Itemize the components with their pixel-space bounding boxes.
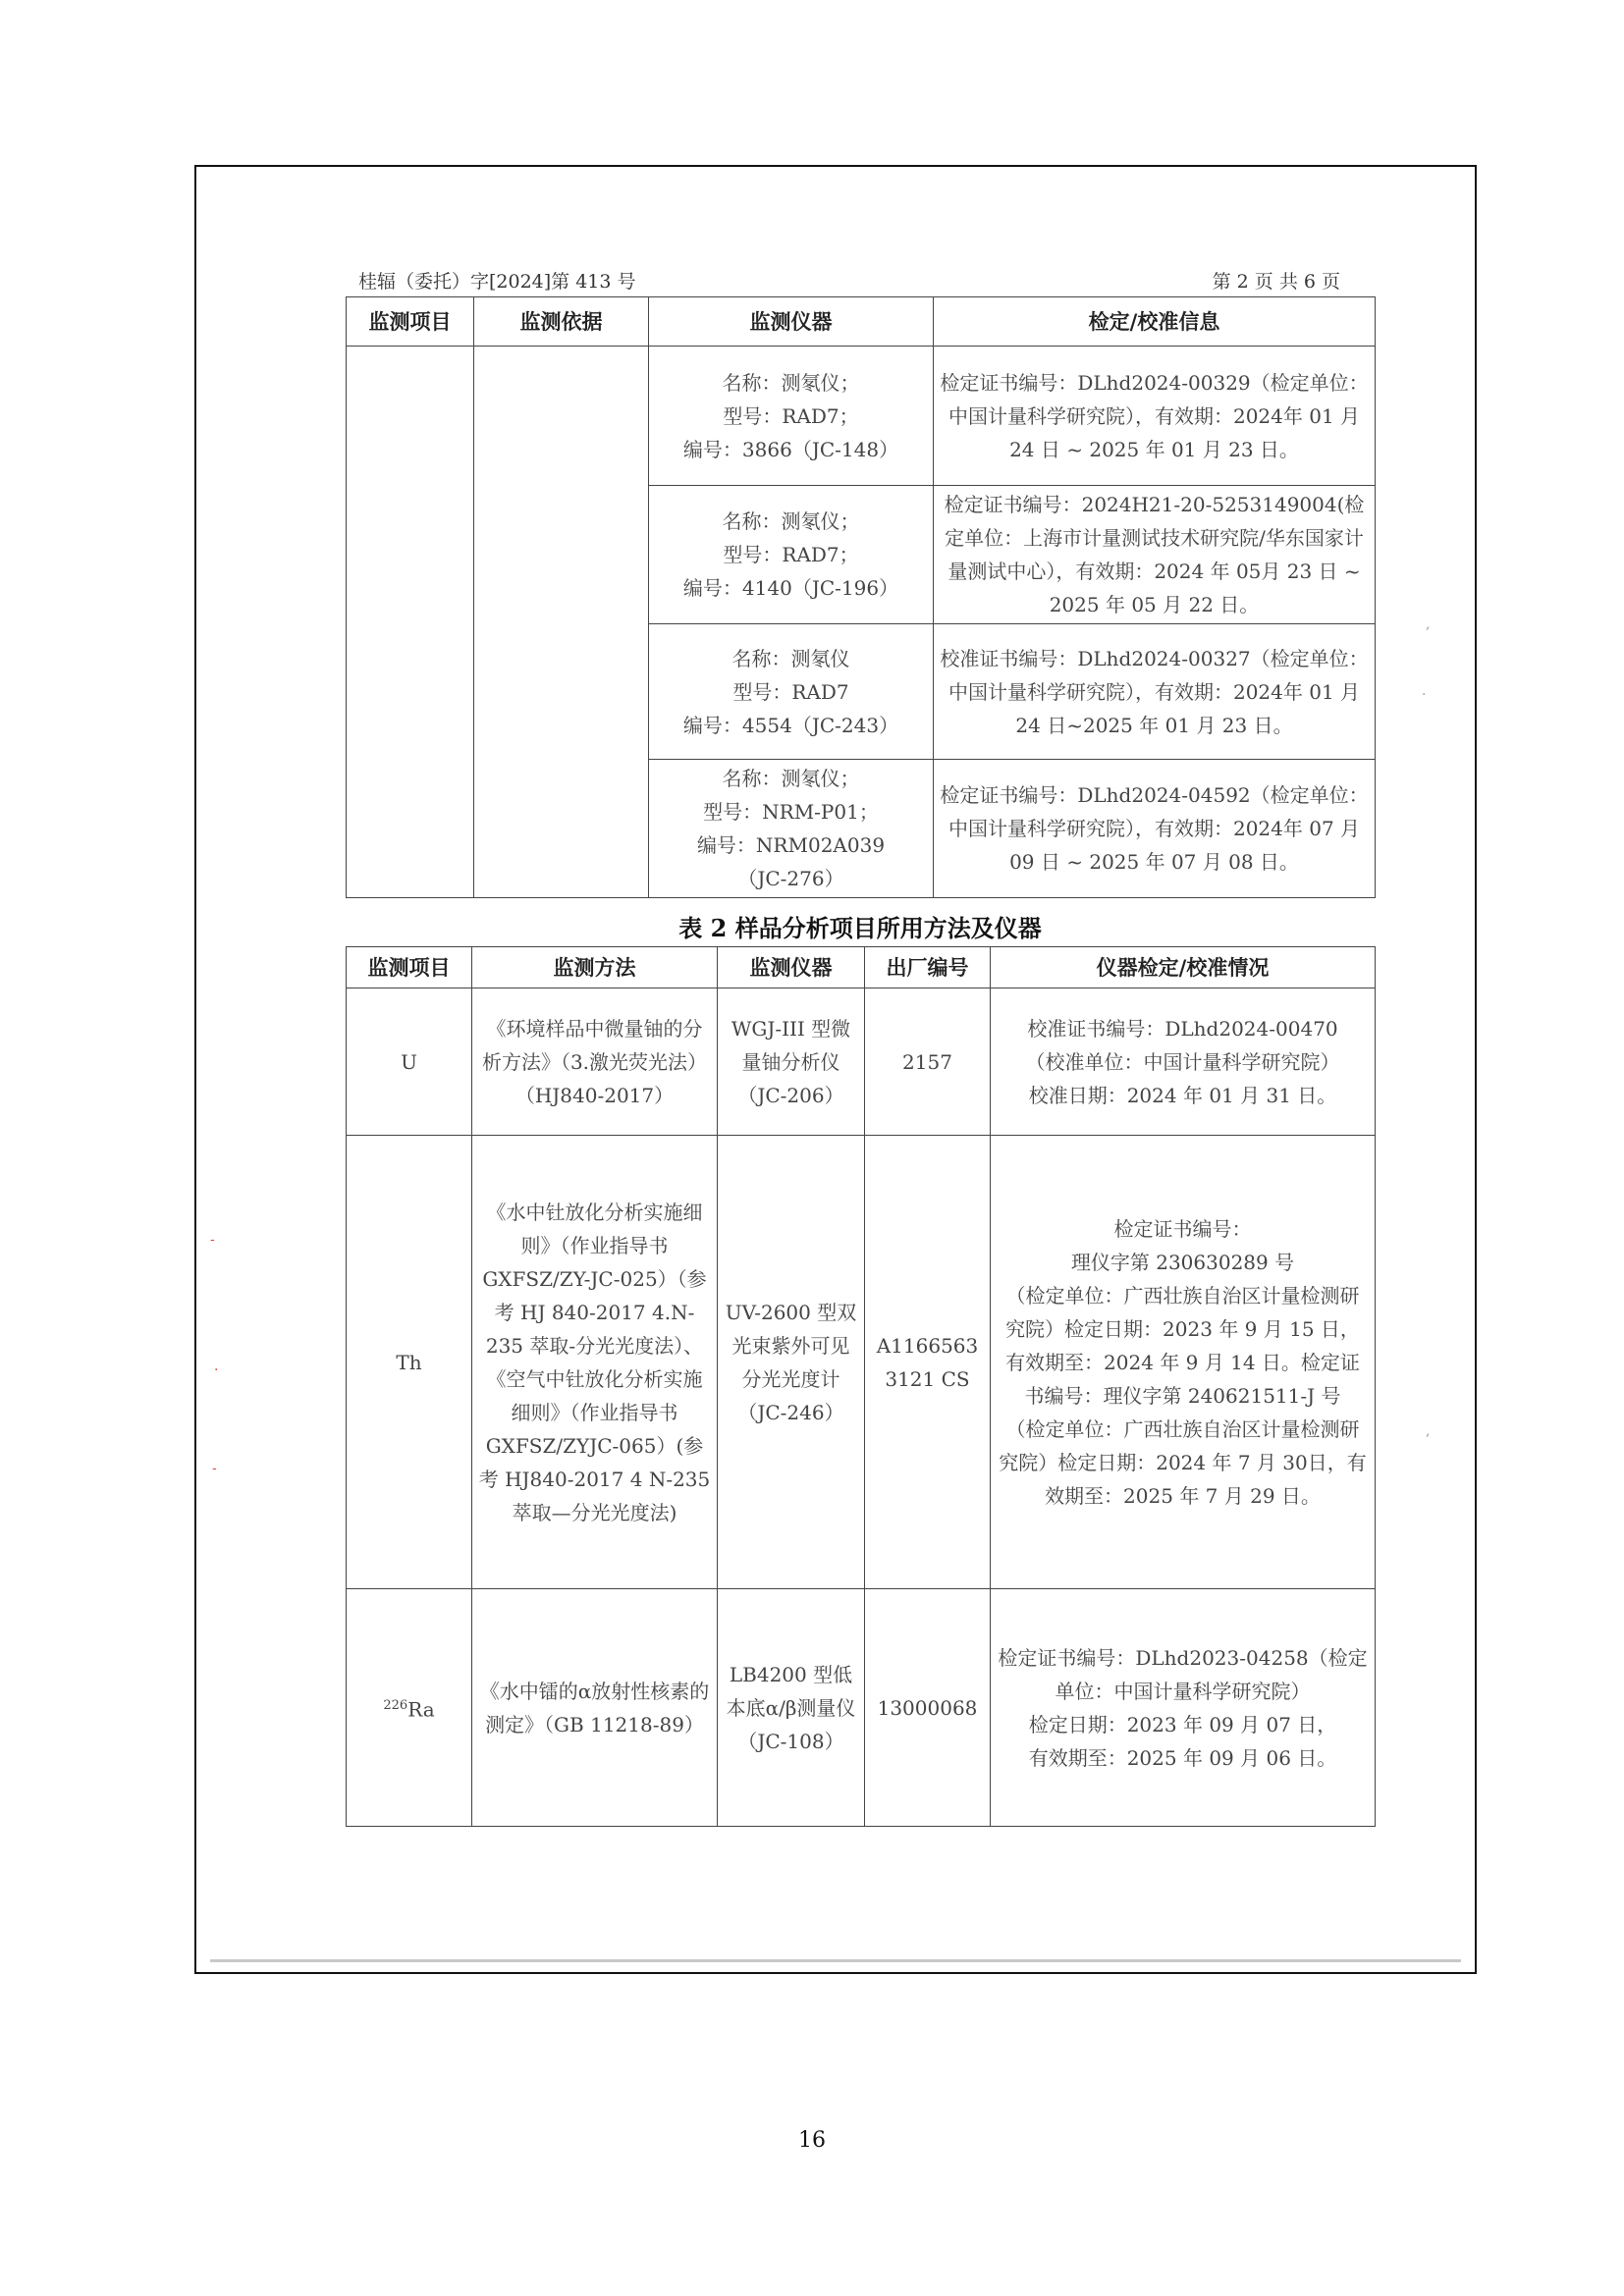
- header-monitoring-item: 监测项目: [347, 297, 474, 347]
- instrument-cell: WGJ-III 型微量铀分析仪（JC-206）: [718, 988, 865, 1136]
- method-cell: 《环境样品中微量铀的分析方法》（3.激光荧光法）（HJ840-2017）: [472, 988, 718, 1136]
- table2-caption: 表 2 样品分析项目所用方法及仪器: [678, 914, 1042, 942]
- header-monitoring-method: 监测方法: [472, 947, 718, 988]
- document-number: 桂辐（委托）字[2024]第 413 号: [358, 271, 636, 293]
- isotope-mass-number: 226: [383, 1697, 408, 1713]
- item-cell: $^{226}$Ra: [347, 1589, 472, 1827]
- certificate-cell: 校准证书编号：DLhd2024-00470 （校准单位：中国计量科学研究院） 校准日期：2024 年 01 月 31 日。: [991, 988, 1376, 1136]
- sample-analysis-table: [346, 946, 1376, 1827]
- scan-speck: ,: [1426, 1423, 1431, 1439]
- header-calibration-info: 检定/校准信息: [934, 297, 1376, 347]
- instrument-cell: 名称：测氡仪； 型号：RAD7； 编号：3866（JC-148）: [649, 347, 934, 486]
- instrument-cell: 名称：测氡仪 型号：RAD7 编号：4554（JC-243）: [649, 624, 934, 760]
- header-monitoring-basis: 监测依据: [474, 297, 649, 347]
- header-monitoring-instrument: 监测仪器: [718, 947, 865, 988]
- certificate-cell: 检定证书编号：DLhd2024-00329（检定单位：中国计量科学研究院），有效期：2024年 01 月 24 日 ~ 2025 年 01 月 23 日。: [934, 347, 1376, 486]
- monitoring-instrument-table: [346, 296, 1376, 898]
- item-cell: U: [347, 988, 472, 1136]
- monitoring-basis-cell: [474, 347, 649, 898]
- page-number: 16: [798, 2128, 826, 2153]
- header-monitoring-instrument: 监测仪器: [649, 297, 934, 347]
- table-row: [347, 1589, 1376, 1827]
- serial-cell: 13000068: [865, 1589, 991, 1827]
- method-cell: 《水中钍放化分析实施细则》（作业指导书GXFSZ/ZY-JC-025）（参考 HJ 840-2017 4.N-235 萃取-分光光度法）、《空气中钍放化分析实施细则》（作业指导书GXFSZ/ZYJC-065）(参考 HJ840-2017 4 N-235萃取—分光光度法): [472, 1136, 718, 1589]
- serial-cell: A1166563 3121 CS: [865, 1136, 991, 1589]
- certificate-cell: 检定证书编号：2024H21-20-5253149004(检定单位：上海市计量测试技术研究院/华东国家计量测试中心），有效期：2024 年 05月 23 日 ~ 2025 年 05 月 22 日。: [934, 486, 1376, 624]
- certificate-cell: 检定证书编号：DLhd2024-04592（检定单位：中国计量科学研究院），有效期：2024年 07 月 09 日 ~ 2025 年 07 月 08 日。: [934, 760, 1376, 898]
- page-header: [358, 265, 1340, 294]
- table-header-row: [347, 297, 1376, 347]
- header-monitoring-item: 监测项目: [347, 947, 472, 988]
- table-header-row: [347, 947, 1376, 988]
- header-calibration-status: 仪器检定/校准情况: [991, 947, 1376, 988]
- instrument-cell: 名称：测氡仪； 型号：NRM-P01； 编号：NRM02A039 （JC-276）: [649, 760, 934, 898]
- instrument-cell: 名称：测氡仪； 型号：RAD7； 编号：4140（JC-196）: [649, 486, 934, 624]
- scan-speck: ·: [214, 1362, 219, 1378]
- scan-speck: -: [210, 1232, 215, 1248]
- certificate-cell: 检定证书编号：DLhd2023-04258（检定单位：中国计量科学研究院） 检定日期：2023 年 09 月 07 日， 有效期至：2025 年 09 月 06 日。: [991, 1589, 1376, 1827]
- monitoring-item-cell: [347, 347, 474, 898]
- table-row: [347, 988, 1376, 1136]
- header-serial-number: 出厂编号: [865, 947, 991, 988]
- table-row: [347, 347, 1376, 486]
- instrument-cell: UV-2600 型双光束紫外可见分光光度计（JC-246）: [718, 1136, 865, 1589]
- table-row: [347, 1136, 1376, 1589]
- instrument-cell: LB4200 型低本底α/β测量仪（JC-108）: [718, 1589, 865, 1827]
- serial-cell: 2157: [865, 988, 991, 1136]
- certificate-cell: 校准证书编号：DLhd2024-00327（检定单位：中国计量科学研究院），有效期：2024年 01 月 24 日~2025 年 01 月 23 日。: [934, 624, 1376, 760]
- method-cell: 《水中镭的α放射性核素的测定》（GB 11218-89）: [472, 1589, 718, 1827]
- scan-speck: ·: [1422, 687, 1427, 703]
- frame-bottom-rule: [210, 1959, 1461, 1962]
- certificate-cell: 检定证书编号： 理仪字第 230630289 号 （检定单位：广西壮族自治区计量检测研究院）检定日期：2023 年 9 月 15 日，有效期至：2024 年 9 月 14 日。检定证书编号：理仪字第 240621511-J 号 （检定单位：广西壮族自治区计量检测研究院）检定日期：2024 年 7 月 30日，有效期至：2025 年 7 月 29 日。: [991, 1136, 1376, 1589]
- scan-speck: ,: [1426, 616, 1431, 632]
- item-cell: Th: [347, 1136, 472, 1589]
- scan-speck: -: [212, 1461, 217, 1476]
- page-info: 第 2 页 共 6 页: [1212, 271, 1340, 293]
